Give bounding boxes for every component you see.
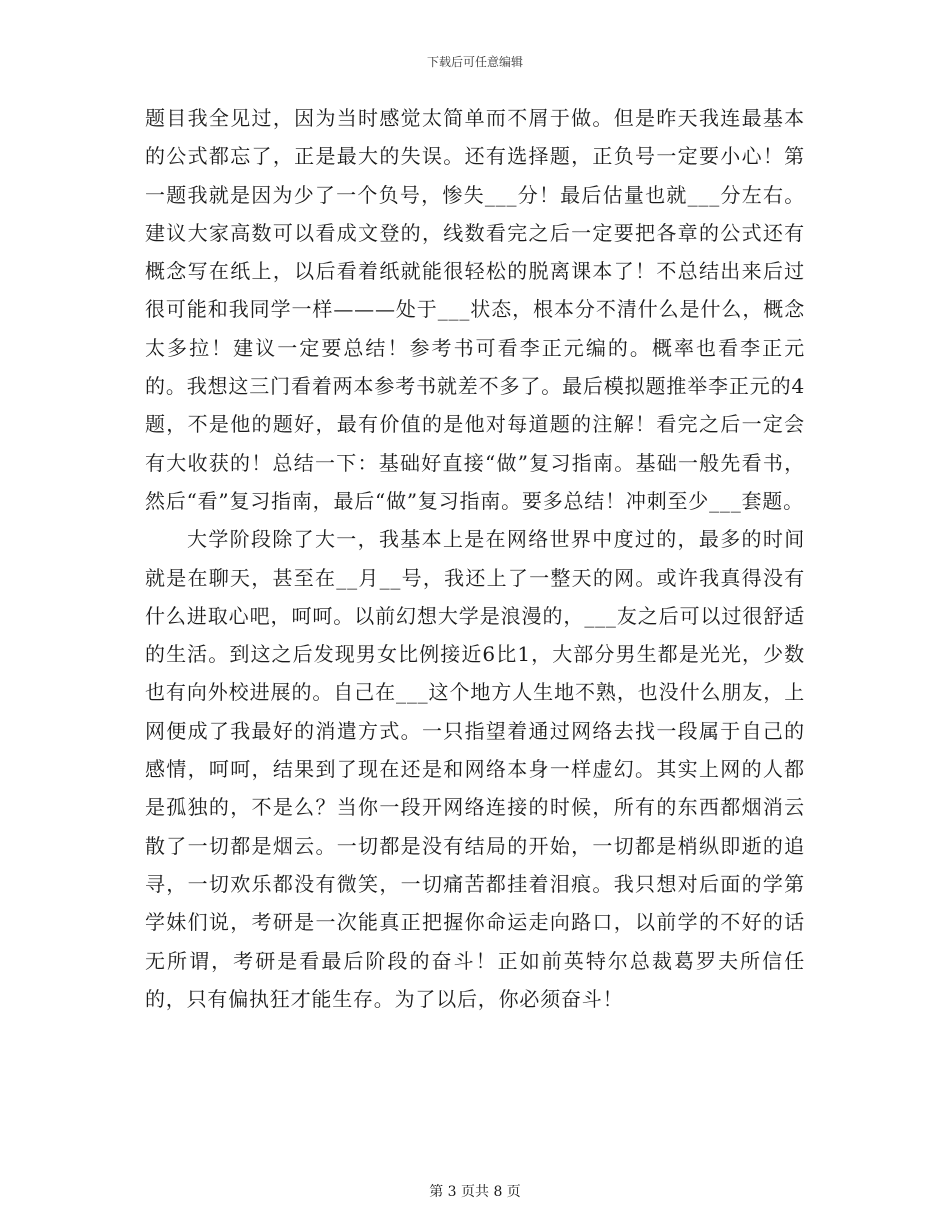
- page-footer: 第 3 页共 8 页: [429, 1184, 521, 1200]
- paragraph-university: 大学阶段除了大一，我基本上是在网络世界中度过的，最多的时间就是在聊天，甚至在__月__号，我还上了一整天的网。或许我真得没有什么进取心吧，呵呵。以前幻想大学是浪漫的，___友之后可以过很舒适的生活。到这之后发现男女比例接近6比1，大部分男生都是光光，少数也有向外校进展的。自己在___这个地方人生地不熟，也没什么朋友，上网便成了我最好的消遣方式。一只指望着通过网络去找一段属于自己的感情，呵呵，结果到了现在还是和网络本身一样虚幻。其实上网的人都是孤独的，不是么？当你一段开网络连接的时候，所有的东西都烟消云散了一切都是烟云。一切都是没有结局的开始，一切都是梢纵即逝的追寻，一切欢乐都没有微笑，一切痛苦都挂着泪痕。我只想对后面的学第学妹们说，考研是一次能真正把握你命运走向路口，以前学的不好的话无所谓，考研是看最后阶段的奋斗！正如前英特尔总裁葛罗夫所信任的，只有偏执狂才能生存。为了以后，你必须奋斗！: [145, 527, 805, 1011]
- paragraph-continued: 题目我全见过，因为当时感觉太简单而不屑于做。但是昨天我连最基本的公式都忘了，正是最大的失误。还有选择题，正负号一定要小心！第一题我就是因为少了一个负号，惨失___分！最后估量也就___分左右。建议大家高数可以看成文登的，线数看完之后一定要把各章的公式还有概念写在纸上，以后看着纸就能很轻松的脱离课本了！不总结出来后过很可能和我同学一样———处于___状态，根本分不清什么是什么，概念太多拉！建议一定要总结！参考书可看李正元编的。概率也看李正元的。我想这三门看着两本参考书就差不多了。最后模拟题推举李正元的4题，不是他的题好，最有价值的是他对每道题的注解！看完之后一定会有大收获的！总结一下：基础好直接“做”复习指南。基础一般先看书，然后“看”复习指南，最后“做”复习指南。要多总结！冲刺至少___套题。: [145, 106, 805, 513]
- page-header: 下载后可任意编辑: [426, 55, 523, 69]
- document-body: [145, 99, 805, 1018]
